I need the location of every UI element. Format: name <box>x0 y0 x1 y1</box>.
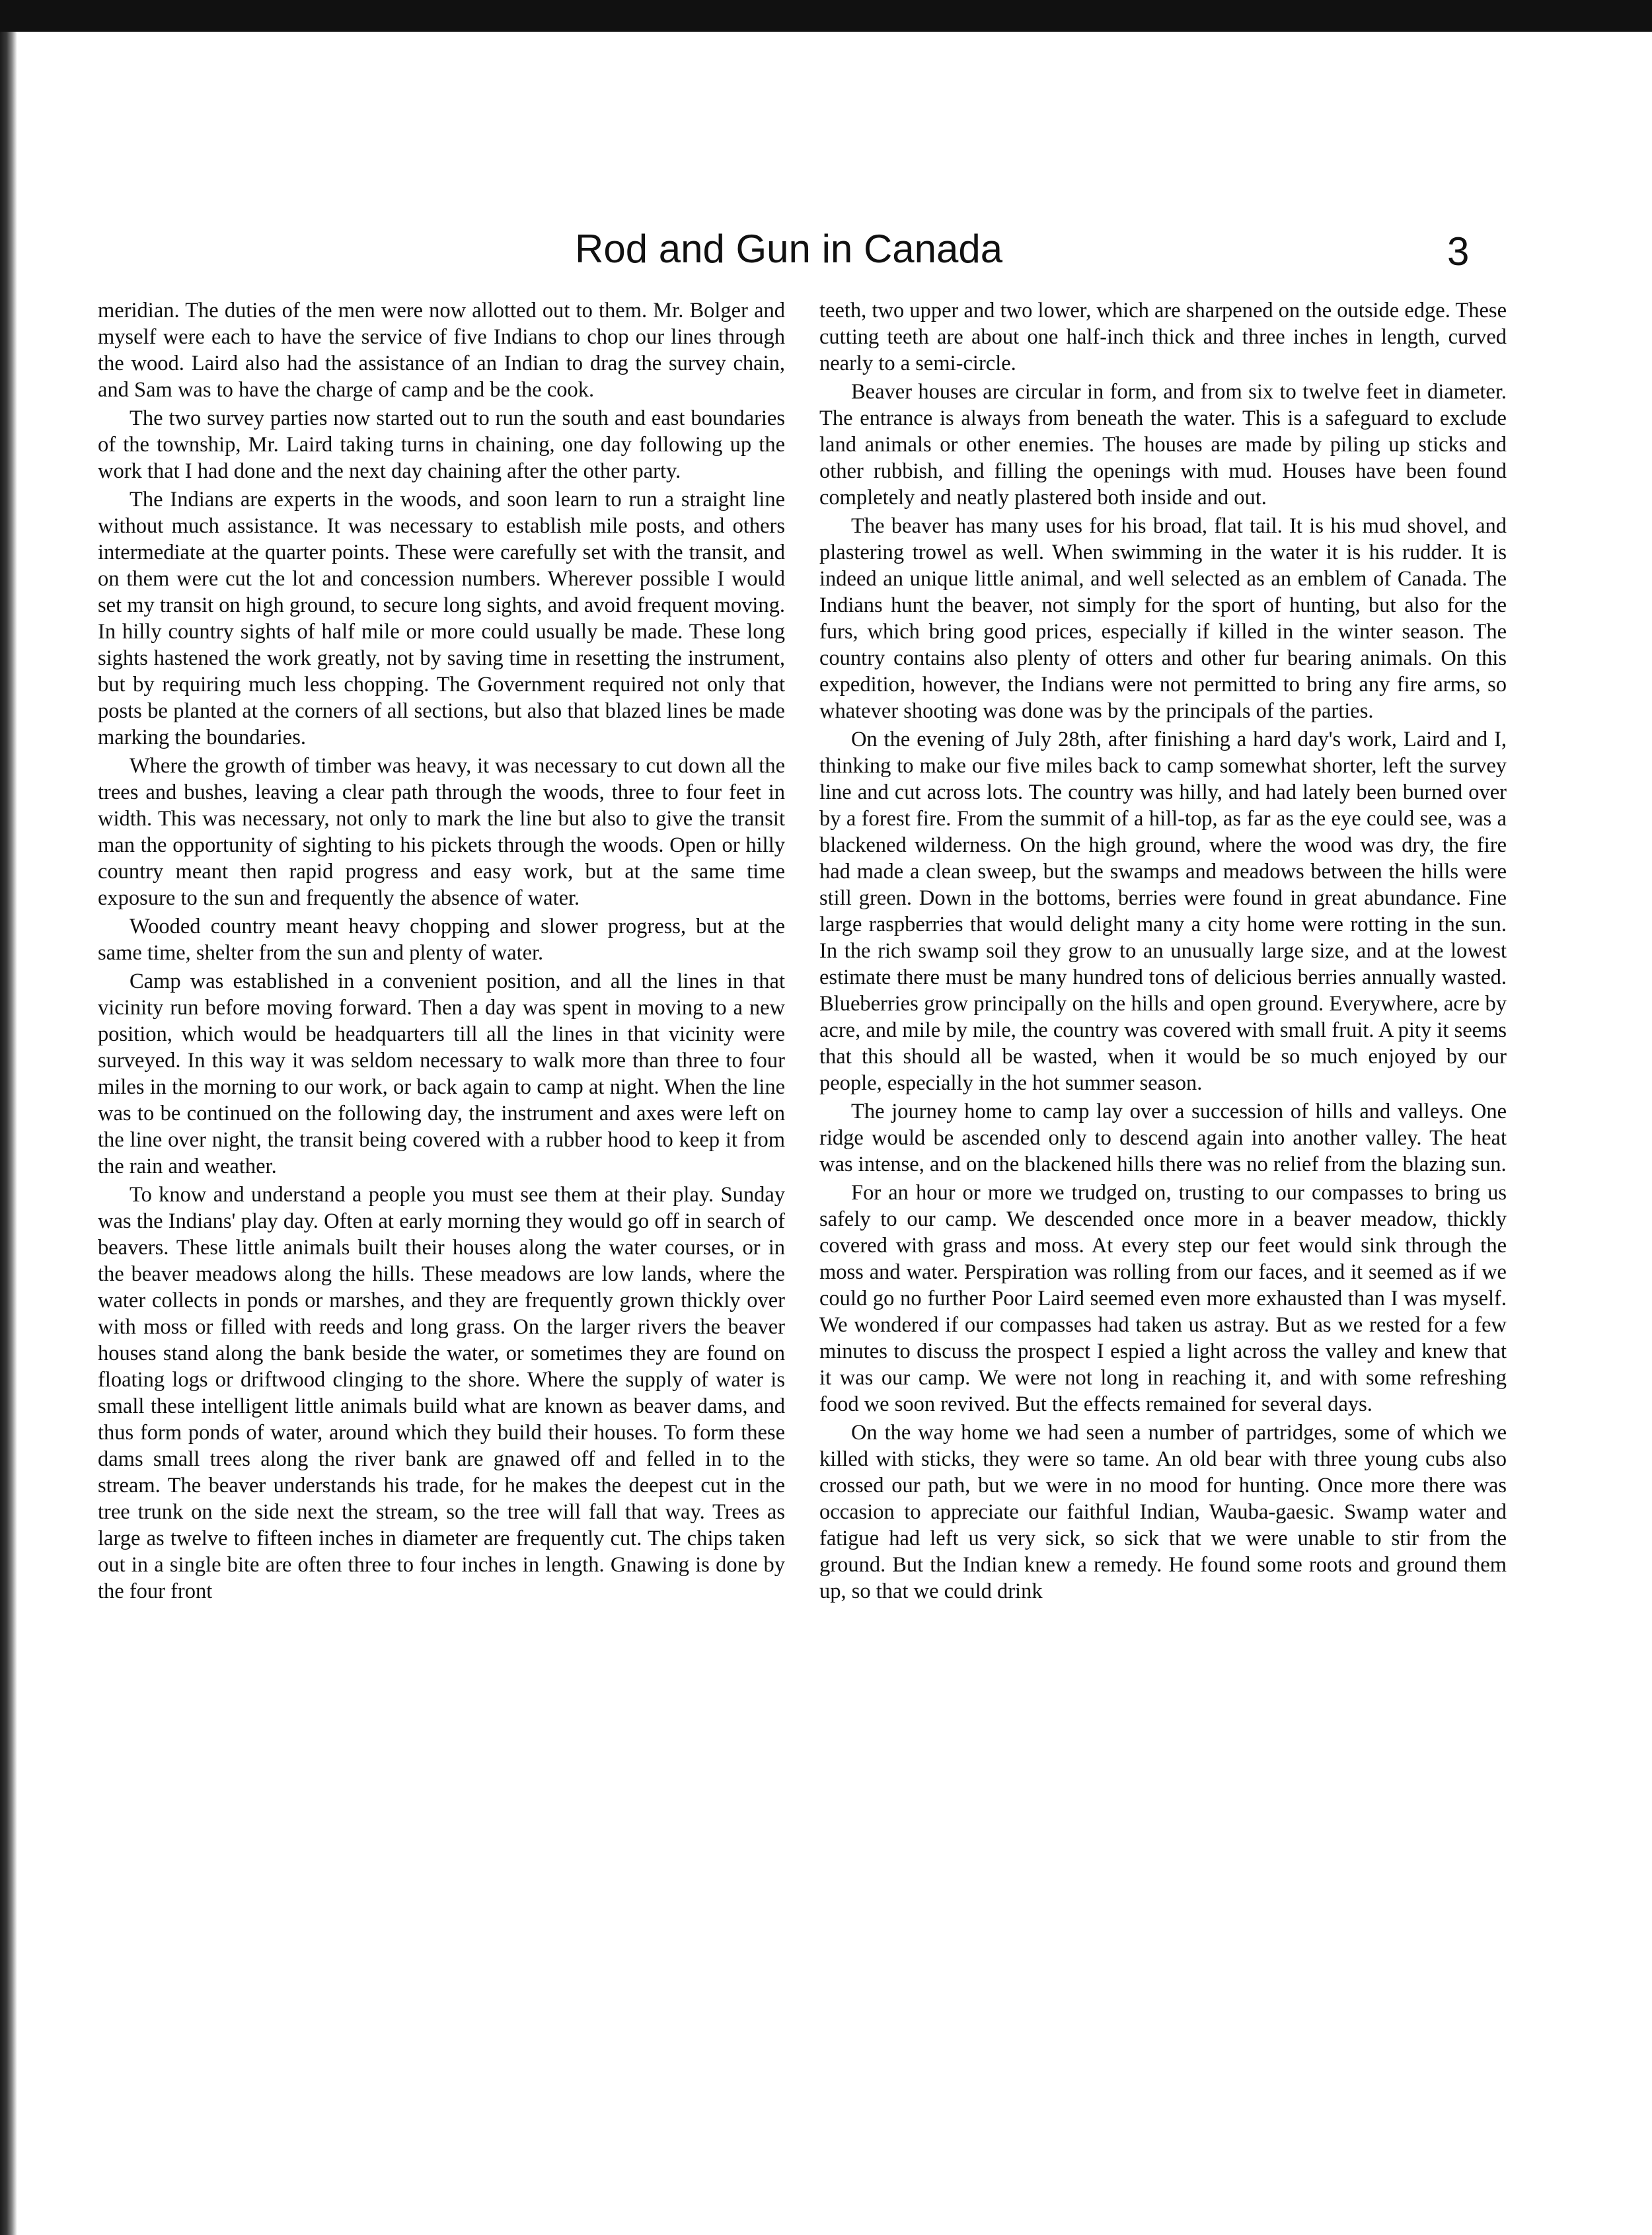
page-number: 3 <box>1447 229 1470 274</box>
paragraph: The two survey parties now started out to run the south and east boundaries of the township, Mr. Laird taking turns in chaining, one day following up the work that I had done and the next day chaining after the other party. <box>98 406 785 483</box>
paragraph: teeth, two upper and two lower, which are sharpened on the outside edge. These cutting teeth are about one half-inch thick and three inches in length, curved nearly to a semi-circle. <box>819 299 1507 375</box>
paragraph: The journey home to camp lay over a succession of hills and valleys. One ridge would be ascended only to descend again into another valley. The heat was intense, and on the blackened hills there was no relief from the blazing sun. <box>819 1100 1507 1176</box>
paragraph: Wooded country meant heavy chopping and slower progress, but at the same time, shelter from the sun and plenty of water. <box>98 915 785 965</box>
paragraph: The Indians are experts in the woods, and soon learn to run a straight line without much assistance. It was necessary to establish mile posts, and others intermediate at the quarter points. These were carefully set with the transit, and on them were cut the lot and concession numbers. Wherever possible I would set my transit on high ground, to secure long sights, and avoid frequent moving. In hilly country sights of half mile or more could usually be made. These long sights hastened the work greatly, not by saving time in resetting the instrument, but by requiring much less chopping. The Government required not only that posts be planted at the corners of all sections, but also that blazed lines be made marking the boundaries. <box>98 488 785 749</box>
paragraph: On the evening of July 28th, after finishing a hard day's work, Laird and I, thinking to make our five miles back to camp somewhat shorter, left the survey line and cut across lots. The country was hilly, and had lately been burned over by a forest fire. From the summit of a hill-top, as far as the eye could see, was a blackened wilderness. On the high ground, where the wood was dry, the fire had made a clean sweep, but the swamps and meadows between the hills were still green. Down in the bottoms, berries were found in great abundance. Fine large raspberries that would delight many a city home were rotting in the sun. In the rich swamp soil they grow to an unusually large size, and at the lowest estimate there must be many hundred tons of delicious berries annually wasted. Blueberries grow principally on the hills and open ground. Everywhere, acre by acre, and mile by mile, the country was covered with small fruit. A pity it seems that this should all be wasted, when it would be so much enjoyed by our people, especially in the hot summer season. <box>819 728 1507 1095</box>
scan-top-border <box>0 0 1652 32</box>
right-column <box>819 297 1507 1607</box>
paragraph: Where the growth of timber was heavy, it was necessary to cut down all the trees and bushes, leaving a clear path through the woods, three to four feet in width. This was necessary, not only to mark the line but also to give the transit man the opportunity of sighting to his pickets through the woods. Open or hilly country meant then rapid progress and easy work, but at the same time exposure to the sun and frequently the absence of water. <box>98 754 785 910</box>
paragraph: meridian. The duties of the men were now allotted out to them. Mr. Bolger and myself were each to have the service of five Indians to chop our lines through the wood. Laird also had the assistance of an Indian to drag the survey chain, and Sam was to have the charge of camp and be the cook. <box>98 299 785 402</box>
paragraph: The beaver has many uses for his broad, flat tail. It is his mud shovel, and plastering trowel as well. When swimming in the water it is his rudder. It is indeed an unique little animal, and well selected as an emblem of Canada. The Indians hunt the beaver, not simply for the sport of hunting, but also for the furs, which bring good prices, especially if killed in the winter season. The country contains also plenty of otters and other fur bearing animals. On this expedition, however, the Indians were not permitted to bring any fire arms, so whatever shooting was done was by the principals of the parties. <box>819 514 1507 723</box>
paragraph: Beaver houses are circular in form, and from six to twelve feet in diameter. The entrance is always from beneath the water. This is a safeguard to exclude land animals or other enemies. The houses are made by piling up sticks and other rubbish, and filling the openings with mud. Houses have been found completely and neatly plastered both inside and out. <box>819 380 1507 510</box>
scan-left-edge <box>0 32 17 2235</box>
paragraph: To know and understand a people you must see them at their play. Sunday was the Indians' play day. Often at early morning they would go off in search of beavers. These little animals built their houses along the water courses, or in the beaver meadows along the hills. These meadows are low lands, where the water collects in ponds or marshes, and they are frequently grown thickly over with moss or filled with reeds and long grass. On the larger rivers the beaver houses stand along the bank beside the water, or sometimes they are found on floating logs or driftwood clinging to the shore. Where the supply of water is small these intelligent little animals build what are known as beaver dams, and thus form ponds of water, around which they build their houses. To form these dams small trees along the river bank are gnawed off and felled in to the stream. The beaver understands his trade, for he makes the deepest cut in the tree trunk on the side next the stream, so the tree will fall that way. Trees as large as twelve to fifteen inches in diameter are frequently cut. The chips taken out in a single bite are often three to four inches in length. Gnawing is done by the four front <box>98 1183 785 1603</box>
paragraph: For an hour or more we trudged on, trusting to our compasses to bring us safely to our camp. We descended once more in a beaver meadow, thickly covered with grass and moss. At every step our feet would sink through the moss and water. Perspiration was rolling from our faces, and it seemed as if we could go no further Poor Laird seemed even more exhausted than I was myself. We wondered if our compasses had taken us astray. But as we rested for a few minutes to discuss the prospect I espied a light across the valley and knew that it was our camp. We were not long in reaching it, and with some refreshing food we soon revived. But the effects remained for several days. <box>819 1181 1507 1416</box>
paragraph: Camp was established in a convenient position, and all the lines in that vicinity run before moving forward. Then a day was spent in moving to a new position, which would be headquarters till all the lines in that vicinity were surveyed. In this way it was seldom necessary to walk more than three to four miles in the morning to our work, or back again to camp at night. When the line was to be continued on the following day, the instrument and axes were left on the line over night, the transit being covered with a rubber hood to keep it from the rain and weather. <box>98 969 785 1178</box>
page-header <box>0 226 1652 279</box>
running-head: Rod and Gun in Canada <box>575 227 1003 271</box>
paragraph: On the way home we had seen a number of partridges, some of which we killed with sticks, they were so tame. An old bear with three young cubs also crossed our path, but we were in no mood for hunting. Once more there was occasion to appreciate our faithful Indian, Wauba-gaesic. Swamp water and fatigue had left us very sick, so sick that we were unable to stir from the ground. But the Indian knew a remedy. He found some roots and ground them up, so that we could drink <box>819 1421 1507 1603</box>
left-column <box>98 297 785 1607</box>
